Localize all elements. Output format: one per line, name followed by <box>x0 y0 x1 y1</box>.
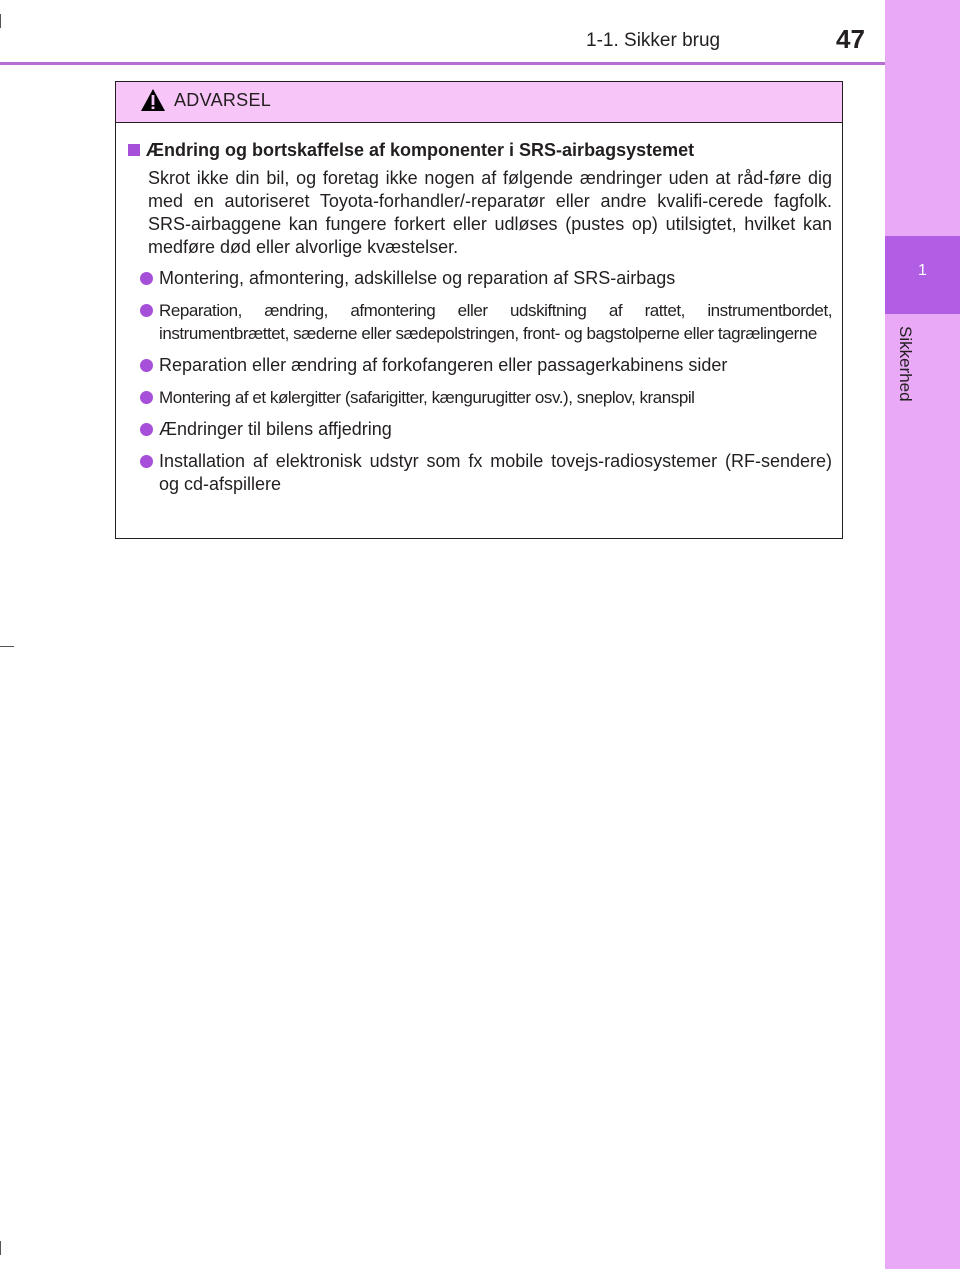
bullet-icon <box>140 272 153 285</box>
bullet-icon <box>140 455 153 468</box>
bullet-icon <box>140 359 153 372</box>
list-item <box>140 299 832 345</box>
list-item <box>140 386 832 409</box>
bullet-icon <box>140 423 153 436</box>
list-item <box>140 418 832 441</box>
list-item-text: Reparation, ændring, afmontering eller udskiftning af rattet, instrumentbordet, instrumentbrættet, sæderne eller sædepolstringen, front- og bagstolperne eller tagrælingerne <box>159 301 832 343</box>
square-bullet-icon <box>128 144 140 156</box>
page-number: 47 <box>836 24 865 54</box>
chapter-number: 1 <box>918 262 927 279</box>
crop-mark <box>0 646 14 647</box>
chapter-tab[interactable] <box>885 236 960 314</box>
list-item-text: Installation af elektronisk udstyr som fx mobile tovejs-radiosystemer (RF-sendere) og cd-afspillere <box>159 451 832 494</box>
bullet-icon <box>140 391 153 404</box>
warning-intro: Skrot ikke din bil, og foretag ikke nogen af følgende ændringer uden at råd-føre dig med en autoriseret Toyota-forhandler/-reparatør eller andre kvalifi-cerede fagfolk. SRS-airbaggene kan fungere forkert eller udløses (pustes op) utilsigtet, hvilket kan medføre død eller alvorlige kvæstelser. <box>148 168 832 257</box>
list-item <box>140 450 832 496</box>
warning-box <box>115 81 843 539</box>
list-item-text: Montering af et kølergitter (safarigitter, kængurugitter osv.), sneplov, kranspil <box>159 388 695 407</box>
list-item <box>140 354 832 377</box>
list-item-text: Reparation eller ændring af forkofangeren eller passagerkabinens sider <box>159 355 728 375</box>
crop-mark <box>0 1241 1 1255</box>
crop-mark <box>0 14 1 28</box>
header-rule <box>0 62 886 65</box>
warning-header <box>116 82 842 123</box>
section-title: 1-1. Sikker brug <box>586 30 721 51</box>
list-item-text: Ændringer til bilens affjedring <box>159 419 392 439</box>
warning-subheading <box>126 139 832 161</box>
warning-body <box>116 123 842 496</box>
chapter-label: Sikkerhed <box>896 326 915 402</box>
subheading-text: Ændring og bortskaffelse af komponenter i SRS-airbagsystemet <box>146 140 695 160</box>
warning-triangle-icon <box>140 88 166 112</box>
list-item <box>140 267 832 290</box>
warning-title: ADVARSEL <box>174 90 272 110</box>
bullet-icon <box>140 304 153 317</box>
warning-list <box>140 267 832 496</box>
list-item-text: Montering, afmontering, adskillelse og reparation af SRS-airbags <box>159 268 676 288</box>
side-tab <box>885 0 960 1269</box>
